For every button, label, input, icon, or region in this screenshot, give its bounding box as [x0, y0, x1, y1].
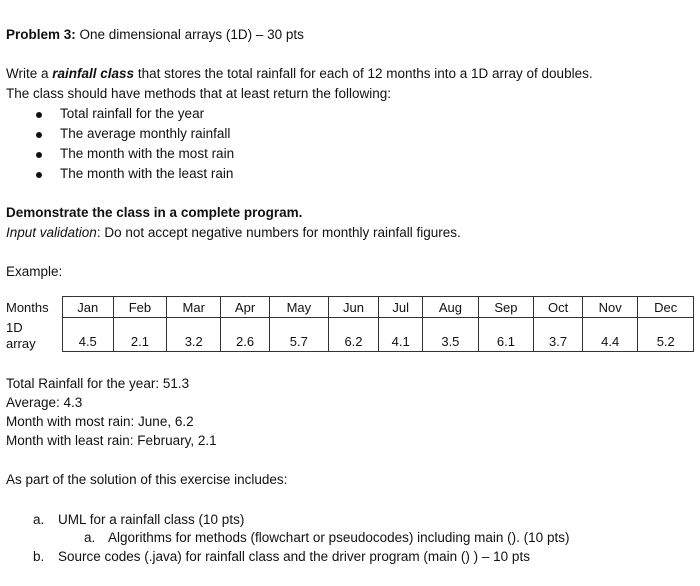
bullet-dot	[36, 132, 42, 138]
month-cell: May	[269, 297, 328, 318]
month-cell: Dec	[638, 297, 694, 318]
value-cell: 6.1	[478, 318, 534, 352]
bullet-dot	[36, 172, 42, 178]
intro-post: that stores the total rainfall for each of 12 months into a 1D array of doubles.	[134, 66, 593, 81]
row-label-months: Months	[6, 299, 49, 315]
solution-item-a: UML for a rainfall class (10 pts)	[58, 512, 245, 527]
value-cell: 5.7	[269, 318, 328, 352]
table-row-months	[6, 297, 694, 318]
problem-number: Problem 3:	[6, 27, 76, 42]
solution-marker-a1: a.	[84, 530, 96, 545]
solution-marker-b: b.	[33, 549, 45, 564]
list-item: The average monthly rainfall	[60, 126, 231, 141]
value-cell: 3.7	[534, 318, 583, 352]
solution-marker-a: a.	[33, 512, 45, 527]
example-label: Example:	[6, 264, 63, 279]
intro-pre: Write a	[6, 66, 53, 81]
month-cell: Jul	[379, 297, 423, 318]
row-label-array	[6, 318, 63, 352]
value-cell: 3.5	[423, 318, 479, 352]
intro-emphasis: rainfall class	[52, 66, 135, 81]
demo-heading: Demonstrate the class in a complete program.	[6, 205, 303, 220]
month-cell: Jan	[63, 297, 114, 318]
validation-text: : Do not accept negative numbers for monthly rainfall figures.	[96, 225, 461, 240]
result-line: Total Rainfall for the year: 51.3	[6, 376, 190, 391]
value-cell: 6.2	[328, 318, 379, 352]
month-cell: Sep	[478, 297, 534, 318]
list-item: Total rainfall for the year	[60, 106, 205, 121]
value-cell: 4.4	[582, 318, 637, 352]
problem-title	[6, 27, 304, 42]
bullet-dot	[36, 112, 42, 118]
rainfall-table	[6, 296, 694, 352]
table-row-values	[6, 318, 694, 352]
month-cell: Nov	[582, 297, 637, 318]
month-cell: Jun	[328, 297, 379, 318]
list-item: The month with the least rain	[60, 166, 234, 181]
bullet-dot	[36, 152, 42, 158]
value-cell: 5.2	[638, 318, 694, 352]
value-cell: 4.1	[379, 318, 423, 352]
value-cell: 4.5	[63, 318, 114, 352]
result-line: Average: 4.3	[6, 395, 83, 410]
validation-line	[6, 225, 461, 240]
month-cell: Apr	[221, 297, 270, 318]
value-cell: 2.6	[221, 318, 270, 352]
intro-line-2: The class should have methods that at least return the following:	[6, 86, 391, 101]
validation-label: Input validation	[6, 225, 97, 240]
solution-item-b: Source codes (.java) for rainfall class and the driver program (main () ) – 10 pts	[58, 549, 530, 564]
result-line: Month with least rain: February, 2.1	[6, 433, 217, 448]
result-line: Month with most rain: June, 6.2	[6, 414, 194, 429]
value-cell: 2.1	[113, 318, 167, 352]
month-cell: Aug	[423, 297, 479, 318]
row-label-1d: 1D	[6, 319, 23, 335]
solution-intro: As part of the solution of this exercise includes:	[6, 472, 288, 487]
month-cell: Feb	[113, 297, 167, 318]
value-cell: 3.2	[167, 318, 221, 352]
month-cell: Mar	[167, 297, 221, 318]
intro-line-1	[6, 66, 593, 81]
solution-item-a1: Algorithms for methods (flowchart or pseudocodes) including main (). (10 pts)	[108, 530, 570, 545]
row-label-array-word: array	[6, 335, 36, 351]
month-cell: Oct	[534, 297, 583, 318]
problem-heading-text: One dimensional arrays (1D) – 30 pts	[75, 27, 304, 42]
list-item: The month with the most rain	[60, 146, 235, 161]
